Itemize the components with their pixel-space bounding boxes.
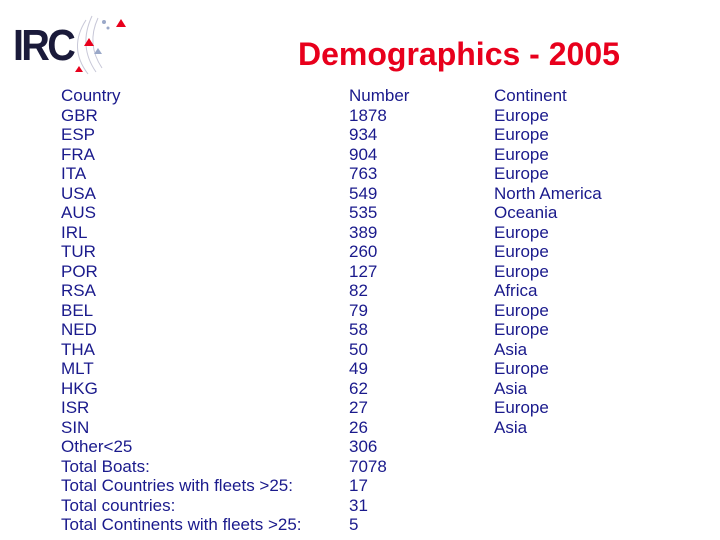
- country-cell: RSA: [61, 281, 96, 300]
- continent-cell: Europe: [494, 164, 549, 183]
- number-cell: 549: [349, 183, 378, 203]
- continent-cell: Europe: [494, 144, 549, 164]
- logo-text: IRC: [13, 21, 74, 70]
- continent-cell: Europe: [494, 320, 549, 339]
- continent-cell: Europe: [494, 398, 549, 417]
- country-cell: HKG: [61, 378, 98, 398]
- country-cell: NED: [61, 320, 97, 339]
- country-cell: ISR: [61, 398, 90, 417]
- continent-cell: North America: [494, 183, 602, 203]
- country-cell: POR: [61, 261, 98, 281]
- country-cell: MLT: [61, 359, 94, 378]
- continent-cell: Oceania: [494, 203, 558, 222]
- country-cell: ITA: [61, 164, 87, 183]
- continent-cell: Europe: [494, 105, 549, 125]
- continent-cell: Asia: [494, 417, 528, 437]
- continent-cell: Europe: [494, 359, 549, 378]
- summary-label: Other<25: [61, 437, 133, 456]
- number-cell: 934: [349, 125, 378, 144]
- summary-value: 5: [349, 515, 359, 534]
- continent-cell: Asia: [494, 339, 528, 359]
- country-cell: ESP: [61, 125, 96, 144]
- summary-label: Total Countries with fleets >25:: [61, 476, 293, 495]
- number-cell: 26: [349, 417, 368, 437]
- number-cell: 904: [349, 144, 378, 164]
- number-cell: 79: [349, 300, 368, 320]
- number-cell: 58: [349, 320, 368, 339]
- summary-value: 306: [349, 437, 378, 456]
- country-cell: USA: [61, 183, 96, 203]
- continent-cell: Europe: [494, 300, 549, 320]
- summary-label: Total Boats:: [61, 456, 150, 476]
- number-column: [349, 86, 409, 535]
- country-cell: AUS: [61, 203, 96, 222]
- continent-cell: Africa: [494, 281, 538, 300]
- continent-cell: Asia: [494, 378, 528, 398]
- number-cell: 82: [349, 281, 368, 300]
- number-cell: 50: [349, 339, 368, 359]
- summary-value: 17: [349, 476, 368, 495]
- continent-cell: Europe: [494, 222, 549, 242]
- number-cell: 127: [349, 261, 378, 281]
- country-cell: FRA: [61, 144, 95, 164]
- header-number: Number: [349, 86, 410, 105]
- number-cell: 535: [349, 203, 378, 222]
- header-country: Country: [61, 86, 121, 105]
- header-continent: Continent: [494, 86, 567, 105]
- summary-label: Total countries:: [61, 495, 176, 515]
- number-cell: 260: [349, 242, 378, 261]
- irc-logo: [8, 8, 136, 80]
- number-cell: 27: [349, 398, 368, 417]
- country-cell: GBR: [61, 105, 98, 125]
- country-cell: BEL: [61, 300, 94, 320]
- number-cell: 1878: [349, 105, 387, 125]
- country-cell: THA: [61, 339, 95, 359]
- summary-value: 31: [349, 495, 368, 515]
- continent-column: [494, 86, 602, 437]
- country-cell: IRL: [61, 222, 88, 242]
- continent-cell: Europe: [494, 261, 549, 281]
- continent-cell: Europe: [494, 125, 549, 144]
- continent-cell: Europe: [494, 242, 549, 261]
- page-title: Demographics - 2005: [298, 36, 620, 72]
- number-cell: 49: [349, 359, 368, 378]
- number-cell: 763: [349, 164, 378, 183]
- summary-value: 7078: [349, 456, 387, 476]
- country-column: [61, 86, 302, 535]
- country-cell: SIN: [61, 417, 90, 437]
- summary-label: Total Continents with fleets >25:: [61, 515, 302, 534]
- country-cell: TUR: [61, 242, 96, 261]
- number-cell: 389: [349, 222, 378, 242]
- number-cell: 62: [349, 378, 368, 398]
